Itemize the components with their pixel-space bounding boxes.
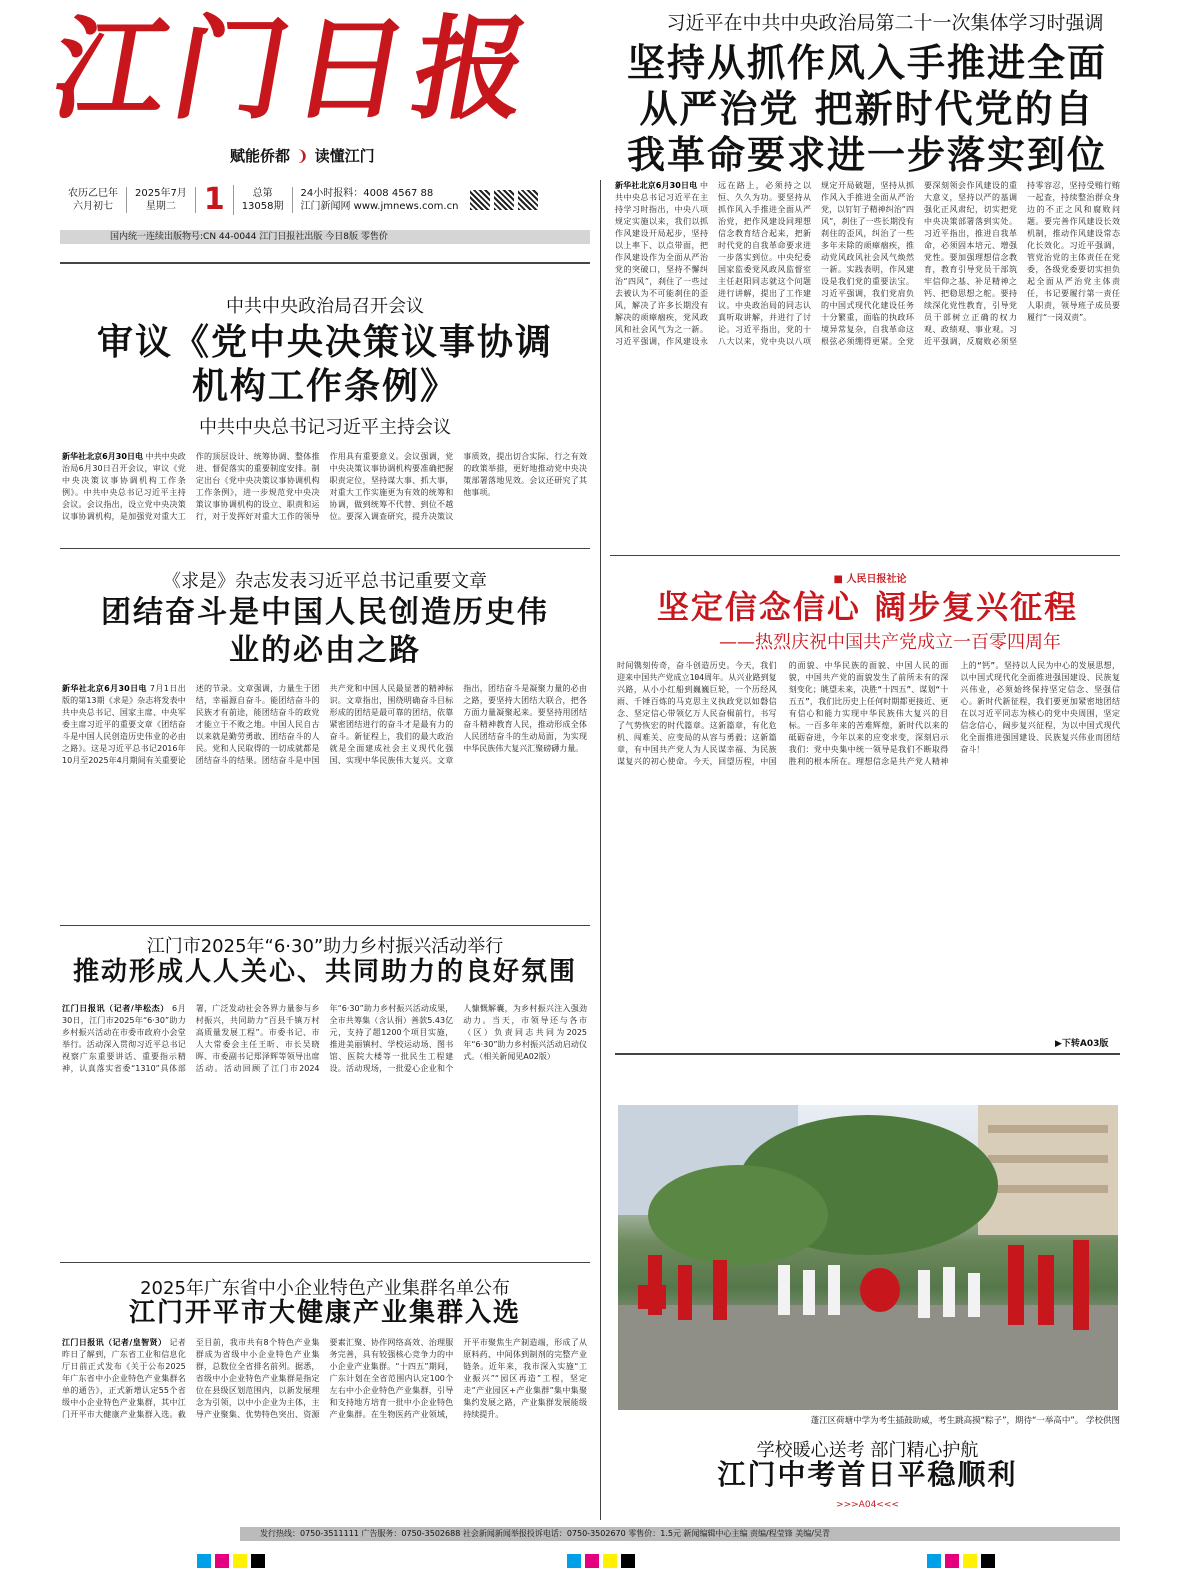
qr-code-icon <box>518 190 538 210</box>
sme-body <box>62 1337 587 1519</box>
top-story-kicker: 习近平在中共中央政治局第二十一次集体学习时强调 <box>666 12 1104 34</box>
top-story-headline: 坚持从抓作风入手推进全面从严治党 把新时代党的自我革命要求进一步落实到位 <box>626 40 1107 177</box>
sme-dateline: 江门日报讯（记者/皇智贤） <box>62 1338 167 1347</box>
meeting-dateline: 新华社北京6月30日电 <box>62 452 144 461</box>
slogan-mark: ❩ <box>296 147 309 165</box>
top-story-text: 中共中央总书记习近平在主持学习时指出，中央八项规定实施以来，我们以抓作风建设开局起步，坚持以上率下、以点带面，把作风建设作为全面从严治党的突破口，坚持不懈纠治“四风”，刹住了一些过去被认为不可能刹住的歪风，解决了许多长期没有解决的顽瘴痼疾，党风政风和社会风气为之一新。习近平强调，作风建设永远在路上，必须持之以恒、久久为功。要坚持从抓作风入手推进全面从严治党，把作风建设同理想信念教育结合起来，把新时代党的自我革命要求进一步落实到位。中央纪委国家监委党风政风监督室主任赵阳同志就这个问题进行讲解，提出了工作建议。中央政治局的同志认真听取讲解，并进行了讨论。习近平指出，党的十八大以来，党中央以八项规定开局破题，坚持从抓作风入手推进全面从严治党，以钉钉子精神纠治“四风”，刹住了一些长期没有刹住的歪风，纠治了一些多年未除的顽瘴痼疾，推动党风政风社会风气焕然一新。实践表明，作风建设是我们党的重要法宝。习近平强调，我们党肩负的中国式现代化建设任务十分繁重，面临的执政环境异常复杂，自我革命这根弦必须绷得更紧。全党要深刻领会作风建设的重大意义，坚持以严的基调强化正风肃纪，切实把党中央决策部署落到实处。习近平指出，推进自我革命，必须固本培元、增强党性。要加强理想信念教育，教育引导党员干部筑牢信仰之基、补足精神之钙、把稳思想之舵。要持续深化党性教育，引导党员干部树立正确的权力观、政绩观、事业观。习近平强调，反腐败必须坚持零容忍，坚持受贿行贿一起查，持续整治群众身边的不正之风和腐败问题。要完善作风建设长效机制，推动作风建设常态化长效化。习近平强调，管党治党的主体责任在党委，各级党委要切实担负起全面从严治党主体责任，书记要履行第一责任人职责，领导班子成员要履行“一岗双责”。 <box>615 181 1120 346</box>
photo-scene <box>618 1105 1118 1410</box>
sme-headline: 江门开平市大健康产业集群入选 <box>128 1298 521 1328</box>
registration-marks <box>565 1553 637 1569</box>
meeting-body <box>62 451 587 535</box>
qr-code-icon <box>470 190 490 210</box>
divider <box>60 925 590 926</box>
exam-photo <box>618 1105 1118 1410</box>
registration-marks <box>195 1553 267 1569</box>
exam-headline: 江门中考首日平稳顺利 <box>717 1458 1018 1491</box>
top-story-body <box>615 180 1120 545</box>
exam-kicker: 学校暖心送考 部门精心护航 <box>756 1440 979 1461</box>
editorial-subhead: ——热烈庆祝中国共产党成立一百零四周年 <box>719 632 1061 653</box>
sme-kicker: 2025年广东省中小企业特色产业集群名单公布 <box>140 1278 510 1299</box>
divider <box>615 1053 1120 1055</box>
rural-kicker: 江门市2025年“6·30”助力乡村振兴活动举行 <box>146 936 504 957</box>
exam-jump-link[interactable]: >>>A04<<< <box>836 1500 899 1510</box>
divider <box>60 548 590 549</box>
photo-caption: 蓬江区荷塘中学为考生插鼓助威，考生跳高摸“粽子”，期待“一举高中”。 学校供图 <box>810 1416 1120 1426</box>
meeting-subhead: 中共中央总书记习近平主持会议 <box>199 417 451 438</box>
qiushi-kicker: 《求是》杂志发表习近平总书记重要文章 <box>163 571 487 592</box>
dateline <box>60 182 585 218</box>
sme-text: 记者昨日了解到，广东省工业和信息化厅日前正式发布《关于公布2025年广东省中小企业特色产业集群名单的通告》，正式新增认定55个省级中小企业特色产业集群，其中江门开平市大健康产业集群入选。截至目前，我市共有8个特色产业集群成为省级中小企业特色产业集群，总数位全省排名前列。据悉，省级中小企业特色产业集群是指定位在县级区划范围内，以新发展理念为引领，以中小企业为主体，主导产业聚集、优势特色突出、资源要素汇聚、协作网络高效、治理服务完善，具有较强核心竞争力的中小企业产业集群。“十四五”期间，广东计划在全省范围内认定100个左右中小企业特色产业集群，引导和支持地方培育一批中小企业特色产业集群。在生物医药产业领域，开平市聚焦生产制造端，形成了从原料药、中间体到制剂的完整产业链条。近年来，我市深入实施“工业振兴”“园区再造”工程，坚定走“产业园区+产业集群”集中集聚集约发展之路，产业集群发展能级持续提升。 <box>62 1338 587 1419</box>
divider <box>60 262 590 264</box>
qr-code-icon <box>494 190 514 210</box>
top-story-dateline: 新华社北京6月30日电 <box>615 181 698 190</box>
meeting-headline: 审议《党中央决策议事协调机构工作条例》 <box>96 321 553 407</box>
divider <box>60 1262 590 1263</box>
slogan-right: 读懂江门 <box>314 147 375 165</box>
column-divider <box>600 180 601 1520</box>
qiushi-dateline: 新华社北京6月30日电 <box>62 684 147 693</box>
issue-number: 总第 13058期 <box>234 187 293 213</box>
meeting-text: 中共中央政治局6月30日召开会议，审议《党中央决策议事协调机构工作条例》。中共中央总书记习近平主持会议。会议指出，设立党中央决策议事协调机构，是加强党对重大工作的顶层设计、统筹协调、整体推进、督促落实的重要制度安排。制定出台《党中央决策议事协调机构工作条例》，进一步规范党中央决策议事协调机构的设立、职责和运行，对于发挥好对重大工作的领导作用具有重要意义。会议强调，党中央决策议事协调机构要准确把握职责定位，坚持谋大事、抓大事，对重大工作实施更为有效的统筹和协调，做到统筹不代替、到位不越位。要深入调查研究，提升决策议事质效，提出切合实际、行之有效的政策举措，更好地推动党中央决策部署落地见效。会议还研究了其他事项。 <box>62 452 587 521</box>
slogan <box>230 145 375 166</box>
rural-headline: 推动形成人人关心、共同助力的良好氛围 <box>72 957 577 987</box>
rural-text: 6月30日，江门市2025年“6·30”助力乡村振兴活动在市委市政府小会堂举行。活动深入贯彻习近平总书记视察广东重要讲话、重要指示精神，认真落实省委“1310”具体部署，广泛发动社会各界力量参与乡村振兴，共同助力“百县千镇万村高质量发展工程”。市委书记、市人大常委会主任王昕、市长吴晓晖、市委副书记郑泽辉等领导出席活动。活动回顾了江门市2024年“6·30”助力乡村振兴活动成果，全市共筹集（含认捐）善款5.43亿元，支持了超1200个项目实施，推进美丽镇村、学校运动场、图书馆、医院大楼等一批民生工程建设。活动现场，一批爱心企业和个人慷慨解囊，为乡村振兴注入强劲动力。当天，市领导还与各市（区）负责同志共同为2025年“6·30”助力乡村振兴活动启动仪式。（相关新闻见A02版） <box>62 1004 587 1073</box>
lunar-date: 农历乙巳年 六月初七 <box>60 187 127 213</box>
qiushi-text: 7月1日出版的第13期《求是》杂志将发表中共中央总书记、国家主席、中央军委主席习近平的重要文章《团结奋斗是中国人民创造历史伟业的必由之路》。这是习近平总书记2016年10月至2025年4月期间有关重要论述的节录。文章强调，力量生于团结，幸福源自奋斗。能团结奋斗的民族才有前途，能团结奋斗的政党才能立于不败之地。中国人民自古以来就是勤劳勇敢、团结奋斗的人民。党和人民取得的一切成就都是团结奋斗的结果。团结奋斗是中国共产党和中国人民最显著的精神标识。文章指出，围绕明确奋斗目标形成的团结是最可靠的团结，依靠紧密团结进行的奋斗才是最有力的奋斗。新征程上，我们的最大政治就是全面建成社会主义现代化强国、实现中华民族伟大复兴。文章指出，团结奋斗是凝聚力量的必由之路，要坚持大团结大联合，把各方面力量凝聚起来。要坚持用团结奋斗精神教育人民，推动形成全体人民团结奋斗的生动局面，为实现中华民族伟大复兴汇聚磅礴力量。 <box>62 684 587 765</box>
hotline: 24小时报料：4008 4567 88 江门新闻网 www.jmnews.com.cn <box>300 188 459 212</box>
day-number: 1 <box>196 185 234 215</box>
editorial-headline: 坚定信念信心 阔步复兴征程 <box>656 588 1079 626</box>
editorial-tag: ■ 人民日报社论 <box>833 574 907 585</box>
qiushi-headline: 团结奋斗是中国人民创造历史伟业的必由之路 <box>101 595 549 668</box>
registration-marks <box>925 1553 997 1569</box>
calendar-date: 2025年7月 星期二 <box>127 187 196 213</box>
qiushi-body <box>62 683 587 815</box>
publication-info-bar: 国内统一连续出版物号:CN 44-0044 江门日报社出版 今日8版 零售价 <box>60 230 590 244</box>
meeting-kicker: 中共中央政治局召开会议 <box>226 296 424 317</box>
rural-dateline: 江门日报讯（记者/毕松杰） <box>62 1004 169 1013</box>
footer-bar: 发行热线：0750-3511111 广告服务：0750-3502688 社会新闻新闻举报投诉电话：0750-3502670 零售价：1.5元 新闻编辑中心主编 责编/程莹锋 美编/吴青 <box>240 1527 1120 1541</box>
slogan-left: 赋能侨都 <box>230 147 291 165</box>
rural-body <box>62 1003 587 1243</box>
editorial-body: 时间镌刻传奇，奋斗创造历史。今天，我们迎来中国共产党成立104周年。从兴业路到复兴路，从小小红船到巍巍巨轮，一个历经风雨、千锤百炼的马克思主义执政党以如磐信念、坚定信心带领亿万人民奋楫前行，书写了气势恢宏的时代篇章。这新篇章，有化危机、闯难关、应变局的从容与勇毅；这新篇章，有中国共产党人为人民谋幸福、为民族谋复兴的初心使命。今天，回望历程，中国的面貌、中华民族的面貌、中国人民的面貌，中国共产党的面貌发生了前所未有的深刻变化；眺望未来，决胜“十四五”、谋划“十五五”，我们比历史上任何时期都更接近、更有信心和能力实现中华民族伟大复兴的目标。一百多年来的苦难辉煌，新时代以来的砥砺奋进，今年以来的应变求变，深刻启示我们：党中央集中统一领导是我们不断取得胜利的根本所在。理想信念是共产党人精神上的“钙”。坚持以人民为中心的发展思想，以中国式现代化全面推进强国建设、民族复兴伟业，必须始终保持坚定信念、坚强信心。新时代新征程，我们要更加紧密地团结在以习近平同志为核心的党中央周围，坚定信念信心，阔步复兴征程，为以中国式现代化全面推进强国建设、民族复兴伟业而团结奋斗！ <box>617 661 1120 766</box>
masthead-logo: 江门日报 <box>43 4 547 135</box>
divider <box>610 555 1120 556</box>
continued-link[interactable]: ▶下转A03版 <box>1055 1039 1109 1049</box>
